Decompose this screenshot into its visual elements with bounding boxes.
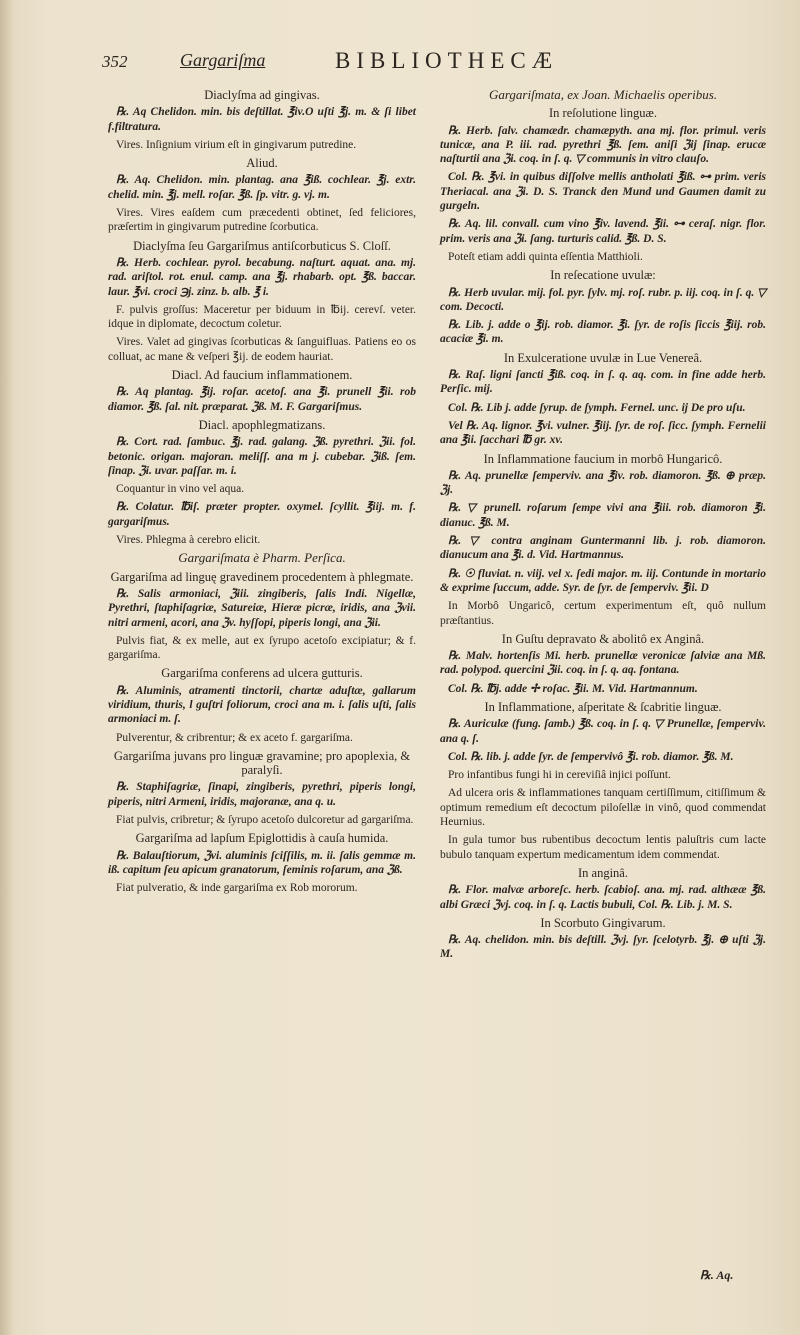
section-heading: In reſecatione uvulæ: [550, 268, 656, 283]
recipe-entry: ℞. Aluminis, atramenti tinctorii, chartæ aduſtæ, gallarum viridium, thuris, l guſtri foliorum, croci ana m. i. ſalis uſti, ſalis armoniaci m. ſ. [108, 684, 416, 726]
recipe-entry: Col. ℞. ℥vi. in quibus diſſolve mellis antholati ℥iß. ⊶ prim. veris Theriacal. ana ℨi. D. S. Tranck den Mund und Gaumen damit zu gurgeln. [440, 171, 766, 213]
recipe-entry: ℞. Colatur. ℔iſ. præter propter. oxymel. ſcyllit. ℥iij. m. f. gargariſmus. [108, 501, 416, 528]
section-heading: In Scorbuto Gingivarum. [540, 915, 666, 930]
recipe-entry: ℞. Herb. ſalv. chamædr. chamæpyth. ana mj. flor. primul. veris tunicæ, ana P. iii. rad. pyrethri ℥ß. ſem. aniſi ℨij ſinap. erucæ naſturtii ana ℨi. coq. in ſ. q. ▽ communis in vitro clauſo. [440, 124, 766, 166]
book-title: BIBLIOTHECÆ [335, 48, 559, 73]
section-heading: In Exulceratione uvulæ in Lue Venereâ. [503, 350, 703, 365]
section-heading: Diacl. apophlegmatizans. [198, 417, 326, 432]
right-column [440, 84, 766, 966]
running-head: Gargariſma [180, 50, 266, 70]
paragraph: In gula tumor bus rubentibus decoctum lentis paluſtris cum lacte bubulo tanquam expertum medicamentum idem commendat. [440, 834, 766, 861]
paragraph: Vires. Vires eaſdem cum præcedenti obtinet, ſed feliciores, præſertim in gingivarum putredine ſcorbutica. [108, 207, 416, 234]
section-heading: In reſolutione linguæ. [549, 106, 657, 121]
section-heading: Gargariſmata è Pharm. Perſica. [178, 550, 346, 566]
recipe-entry: ℞. ▽ prunell. roſarum ſempe vivi ana ℥iii. rob. diamoron ℥i. dianuc. ℥ß. M. [440, 502, 766, 529]
catchword: ℞. Aq. [700, 1268, 734, 1282]
recipe-entry: Vel ℞. Aq. lignor. ℥vi. vulner. ℥iij. ſyr. de roſ. ſicc. ſymph. Fernelii ana ℥ii. ſacchari ℔ gr. xv. [440, 419, 766, 447]
section-heading: Aliud. [246, 156, 278, 171]
recipe-entry: ℞. Auriculæ (fung. ſamb.) ℥ß. coq. in ſ. q. ▽ Prunellæ, ſemperviv. ana q. ſ. [440, 718, 766, 745]
section-heading: Diacl. Ad faucium inflammationem. [171, 368, 353, 383]
paragraph: Coquantur in vino vel aqua. [116, 483, 245, 496]
paragraph: Pulverentur, & cribrentur; & ex aceto f. gargariſma. [116, 731, 353, 744]
section-heading: Diaclyſma ſeu Gargariſmus antiſcorbuticus S. Cloſſ. [133, 238, 391, 253]
paragraph: F. pulvis groſſus: Maceretur per biduum in ℔ij. cerevſ. veter. idque in diplomate, decoctum coletur. [108, 303, 416, 331]
section-heading: In Guſtu depravato & abolitô ex Anginâ. [501, 631, 705, 646]
recipe-entry: ℞. Staphiſagriæ, ſinapi, zingiberis, pyrethri, piperis longi, piperis, nitri Armeni, iridis, majoranæ, ana q. u. [108, 781, 416, 808]
page-header [100, 48, 740, 80]
recipe-entry: ℞. Aq plantag. ℥ij. roſar. acetoſ. ana ℥i. prunell ℥ii. rob diamor. ℥ß. ſal. nit. præparat. ℨß. M. F. Gargariſmus. [108, 386, 416, 413]
recipe-entry: ℞. Aq. lil. convall. cum vino ℥iv. lavend. ℥ii. ⊶ ceraſ. nigr. flor. prim. veris ana ℨi. ſang. turturis calid. ℥ß. D. S. [440, 218, 766, 245]
page-number: 352 [102, 52, 128, 71]
section-heading: In Inflammatione faucium in morbô Hungaricô. [483, 451, 723, 466]
paragraph: Ad ulcera oris & inflammationes tanquam certiſſimum, citiſſimum & optimum remedium eſt decoctum piloſellæ in vinô, quod commendat Heurnius. [440, 787, 766, 829]
section-heading: In anginâ. [578, 865, 628, 880]
paragraph: In Morbô Ungaricô, certum experimentum eſt, quô nullum præſtantius. [440, 600, 766, 627]
left-column [108, 84, 416, 900]
recipe-entry: ℞. Aq. Chelidon. min. plantag. ana ℥iß. cochlear. ℥j. extr. chelid. min. ℥j. mell. roſar. ℥ß. ſp. vitr. g. vj. m. [108, 174, 416, 201]
paragraph: Vires. Phlegma à cerebro elicit. [116, 534, 261, 547]
recipe-entry: ℞. Aq. chelidon. min. bis deſtill. ℨvj. ſyr. ſcelotyrb. ℥j. ⊕ uſti ℨj. M. [440, 934, 766, 961]
paragraph: Poteſt etiam addi quinta eſſentia Matthioli. [448, 250, 643, 263]
recipe-entry: ℞. Raſ. ligni ſancti ℥iß. coq. in ſ. q. aq. com. in fine adde herb. Perſic. mij. [440, 369, 766, 396]
section-heading: Gargariſma conferens ad ulcera gutturis. [161, 666, 363, 681]
recipe-entry: ℞. Malv. hortenſis Mi. herb. prunellæ veronicæ ſalviæ ana Mß. rad. polypod. quercini ℨii. coq. in ſ. q. aq. fontana. [440, 650, 766, 677]
recipe-entry: ℞. Herb. cochlear. pyrol. becabung. naſturt. aquat. ana. mj. rad. ariſtol. rot. enul. camp. ana ℥j. rhabarb. opt. ℥ß. baccar. laur. ℥vi. croci ℈j. zinz. b. alb. ℥ i. [108, 256, 416, 298]
recipe-entry: ℞. Flor. malvæ arboreſc. herb. ſcabioſ. ana. mj. rad. althææ ℥ß. albi Græci ℨvj. coq. in ſ. q. Lactis bubuli, Col. ℞. Lib. j. M. S. [440, 884, 766, 911]
recipe-entry: ℞. Aq. prunellæ ſemperviv. ana ℥iv. rob. diamoron. ℥ß. ⊕ præp. ℨj. [440, 469, 766, 497]
recipe-entry: ℞. Salis armoniaci, ℨiii. zingiberis, ſalis Indi. Nigellæ, Pyrethri, ſtaphiſagriæ, Satureiæ, Hieræ picræ, iridis, ana ℨvii. nitri armeni, acori, ana ℨv. hyſſopi, piperis longi, ana ℨii. [108, 587, 416, 629]
section-heading: Gargariſma ad linguę gravedinem procedentem à phlegmate. [110, 569, 414, 584]
paragraph: Fiat pulveratio, & inde gargariſma ex Rob mororum. [116, 882, 358, 895]
paragraph: Vires. Inſignium virium eſt in gingivarum putredine. [116, 138, 357, 151]
paragraph: Pulvis fiat, & ex melle, aut ex ſyrupo acetoſo excipiatur; & f. gargariſma. [108, 634, 416, 662]
recipe-entry: Col. ℞. Lib j. adde ſyrup. de ſymph. Fernel. unc. ij De pro uſu. [448, 401, 746, 414]
section-heading: Gargariſma ad lapſum Epiglottidis à cauſa humida. [135, 831, 389, 846]
recipe-entry: ℞. Cort. rad. ſambuc. ℥j. rad. galang. ℨß. pyrethri. ℨii. fol. betonic. origan. majoran. meliſſ. ana m j. cubebar. ℨiß. ſem. ſinap. ℨi. uvar. paſſar. m. i. [108, 436, 416, 477]
recipe-entry: ℞. Balauſtiorum, ℨvi. aluminis ſciſſilis, m. ii. ſalis gemmæ m. iß. capitum ſeu apicum granatorum, ſeminis roſarum, ana ℨß. [108, 849, 416, 876]
recipe-entry: ℞. Herb uvular. mij. fol. pyr. ſylv. mj. roſ. rubr. p. iij. coq. in ſ. q. ▽ com. Decocti. [440, 286, 766, 313]
paragraph: Pro infantibus fungi hi in cereviſiâ injici poſſunt. [448, 769, 671, 782]
section-heading: In Inflammatione, aſperitate & ſcabritie linguæ. [484, 699, 722, 714]
recipe-entry: ℞. Lib. j. adde o ℥ij. rob. diamor. ℥i. ſyr. de roſis ſiccis ℥iij. rob. acaciæ ℥i. m. [440, 319, 766, 346]
recipe-entry: ℞. ▽ contra anginam Guntermanni lib. j. rob. diamoron. dianucum ana ℥i. d. Vid. Hartmannus. [440, 535, 766, 562]
section-heading: Gargariſma juvans pro linguæ gravamine; pro apoplexia, & paralyſi. [113, 748, 411, 778]
recipe-entry: ℞. Aq Chelidon. min. bis deſtillat. ℥iv.O uſti ℥j. m. & ſi libet f.filtratura. [108, 106, 416, 133]
recipe-entry: ℞. ☉ fluviat. n. viij. vel x. ſedi major. m. iij. Contunde in mortario & exprime ſuccum, adde. Syr. de ſyr. de ſemperviv. ℥ii. D [440, 567, 766, 594]
paragraph: Fiat pulvis, cribretur; & ſyrupo acetoſo dulcoretur ad gargariſma. [116, 814, 414, 827]
recipe-entry: Col. ℞. ℔j. adde ✢ roſac. ℥ii. M. Vid. Hartmannum. [448, 682, 698, 695]
page-gutter-shadow [0, 0, 14, 1335]
section-heading: Gargariſmata, ex Joan. Michaelis operibus. [488, 87, 718, 102]
section-heading: Diaclyſma ad gingivas. [204, 88, 320, 102]
paragraph: Vires. Valet ad gingivas ſcorbuticas & ſanguifluas. Patiens eo os colluat, ac mane & veſperi ℥ij. de eodem hauriat. [108, 336, 416, 363]
recipe-entry: Col. ℞. lib. j. adde ſyr. de ſempervivô ℥i. rob. diamor. ℥ß. M. [448, 750, 734, 763]
